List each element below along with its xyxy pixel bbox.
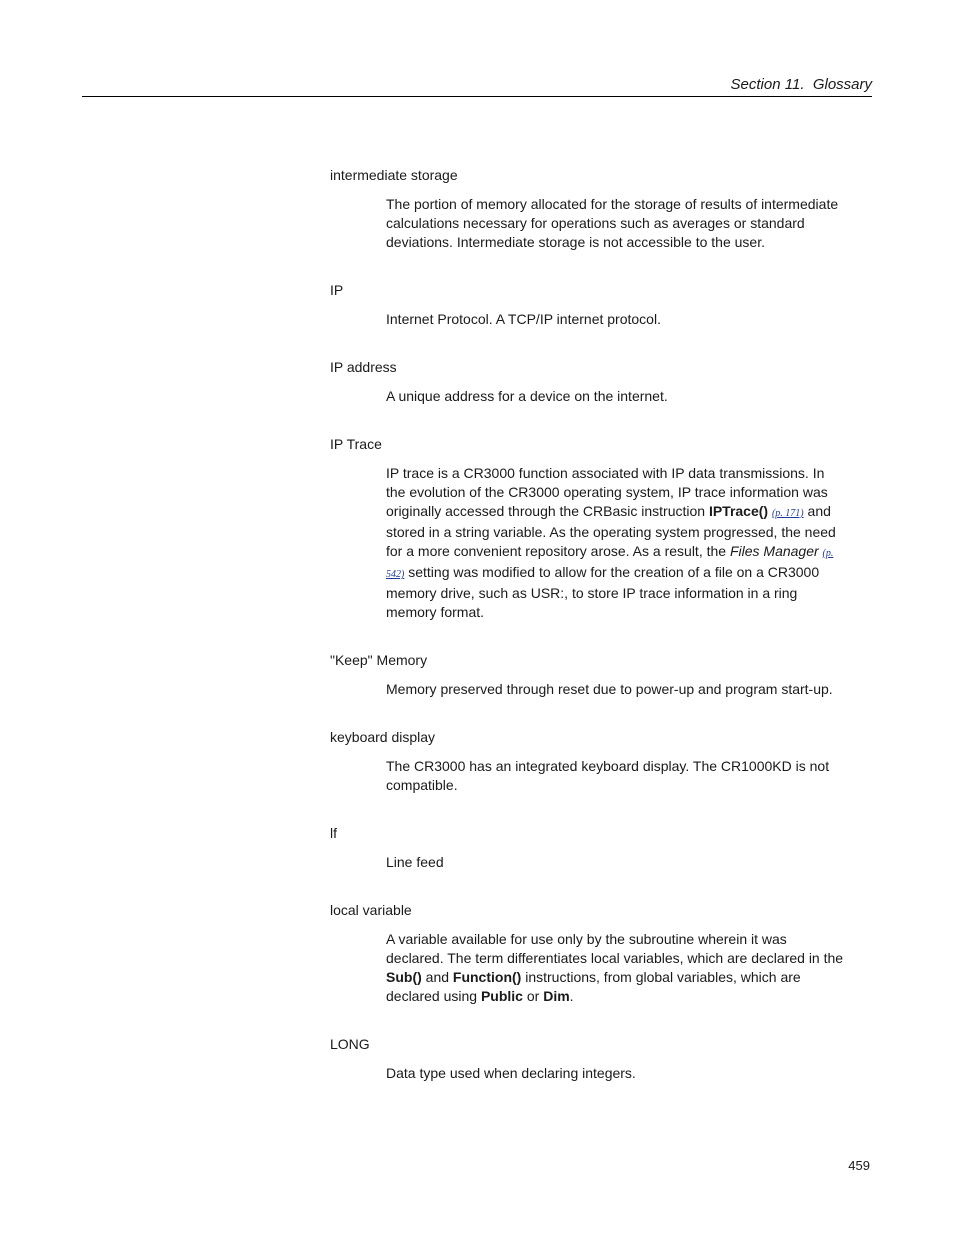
- keyword-name: Public: [480, 988, 523, 1004]
- glossary-term: keyboard display: [330, 729, 436, 745]
- glossary-entry-long: [330, 1035, 850, 1083]
- glossary-definition: Internet Protocol. A TCP/IP internet protocol.: [386, 311, 661, 327]
- setting-name: Files Manager: [729, 543, 819, 559]
- definition-text: .: [569, 988, 574, 1004]
- page-number: 459: [848, 1158, 870, 1173]
- glossary-entry-intermediate-storage: [330, 166, 850, 252]
- keyword-name: Dim: [543, 988, 570, 1004]
- glossary-term: LONG: [330, 1036, 370, 1052]
- glossary-definition: [386, 464, 846, 622]
- glossary-term: IP Trace: [330, 436, 382, 452]
- glossary-entry-keep-memory: [330, 651, 850, 699]
- page-header: [82, 74, 872, 97]
- instruction-name: IPTrace(): [708, 503, 769, 519]
- glossary-term: IP: [330, 282, 344, 298]
- definition-text: instructions, from global variables, which are declared using: [386, 969, 801, 1004]
- definition-text: and: [421, 969, 453, 985]
- page-reference-link[interactable]: (p. 171): [771, 508, 804, 519]
- glossary-entry-lf: [330, 824, 850, 872]
- definition-text: A variable available for use only by the subroutine wherein it was declared. The term differentiates local variables, which are declared in the: [386, 931, 844, 966]
- definition-text: or: [522, 988, 544, 1004]
- definition-text: setting was modified to allow for the creation of a file on a CR3000 memory drive, such as USR:, to store IP trace information in a ring memory format.: [386, 564, 820, 620]
- glossary-definition: Memory preserved through reset due to power-up and program start-up.: [386, 681, 833, 697]
- glossary-entry-keyboard-display: [330, 728, 850, 795]
- definition-text: and stored in a string variable. As the operating system progressed, the need for a more convenient repository arose. As a result, the: [386, 503, 836, 559]
- glossary-definition: [386, 930, 846, 1006]
- glossary-entry-ip-trace: [330, 435, 850, 622]
- glossary-term: "Keep" Memory: [330, 652, 428, 668]
- glossary-entry-ip: [330, 281, 850, 329]
- glossary-definition: The portion of memory allocated for the storage of results of intermediate calculations necessary for operations such as averages or standard deviations. Intermediate storage is not accessible to the user.: [386, 196, 839, 250]
- glossary-term: IP address: [330, 359, 397, 375]
- glossary-definition: A unique address for a device on the internet.: [386, 388, 668, 404]
- glossary-definition: Data type used when declaring integers.: [386, 1065, 636, 1081]
- glossary-definition: Line feed: [386, 854, 444, 870]
- glossary-entry-ip-address: [330, 358, 850, 406]
- instruction-name: Sub(): [386, 969, 422, 985]
- glossary-term: local variable: [330, 902, 412, 918]
- page-reference-link[interactable]: (p. 542): [386, 548, 834, 580]
- glossary-entry-local-variable: [330, 901, 850, 1006]
- section-title: Section 11. Glossary: [730, 76, 872, 93]
- glossary-term: lf: [330, 825, 337, 841]
- glossary-definition: The CR3000 has an integrated keyboard display. The CR1000KD is not compatible.: [386, 758, 830, 793]
- instruction-name: Function(): [452, 969, 522, 985]
- glossary-term: intermediate storage: [330, 167, 458, 183]
- glossary-list: [330, 166, 850, 1083]
- definition-text: IP trace is a CR3000 function associated with IP data transmissions. In the evolution of the CR3000 operating system, IP trace information was originally accessed through the CRBasic instruction: [386, 465, 828, 519]
